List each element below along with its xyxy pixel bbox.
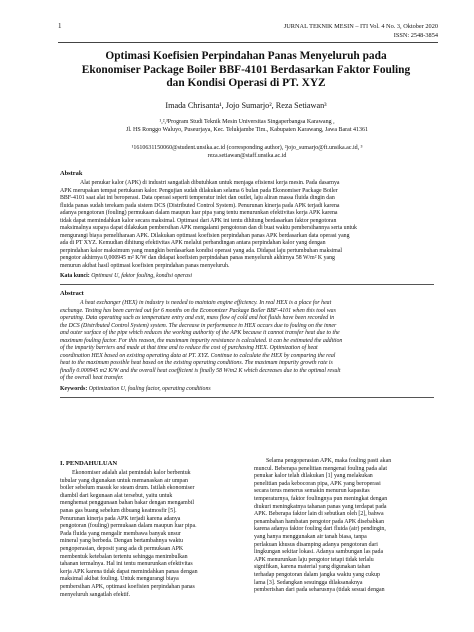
abstract-divider bbox=[60, 284, 434, 285]
right-column bbox=[254, 458, 434, 595]
keywords bbox=[60, 386, 434, 394]
title-line: dan Kondisi Operasi di PT. XYZ bbox=[166, 77, 326, 89]
abstrak-line: ada di PT XYZ. Kemudian dihitung efektivitas APK melalui perbandingan antara perpindahan kalor yang dengan bbox=[60, 240, 326, 247]
body-line: perlakuan khusus disamping adanya pengotoran dari bbox=[254, 541, 378, 548]
abstrak-line: maksimalnya supaya dapat dilakukan pembersihan APK mengalami pengotoran dan di buat waktu pembersihannya serta untuk bbox=[60, 225, 357, 232]
body-line: pemberishan dari pada seharusnya (tidak sesuai dengan bbox=[254, 587, 385, 594]
abstrak-body bbox=[60, 180, 434, 271]
body-line: pembersihan APK, optimasi koefisien perpindahan panas bbox=[60, 583, 195, 590]
body-line: tubular yang digunakan untuk memanaskan air umpan bbox=[60, 477, 188, 484]
affiliation-line: ¹,²,³Program Studi Teknik Mesin Universitas Singaperbangsa Karawang , bbox=[159, 119, 335, 125]
body-line: boiler sebelum masuk ke steam drum. Istilah ekonomiser bbox=[60, 485, 195, 492]
body-line: APK. Beberapa faktor lain di sebutkan oleh [2], bahwa bbox=[254, 511, 384, 518]
abstract-line: of the impurity barriers and made at that time and to reduce the cost of purchasing HEX. Optimization of heat bbox=[60, 345, 318, 352]
body-line: Penurunan kinerja pada APK terjadi karena adanya bbox=[60, 515, 181, 522]
section-divider bbox=[60, 397, 434, 398]
header-rule bbox=[58, 42, 438, 43]
title-line: Ekonomiser Package Boiler BBF-4101 Berdasarkan Faktor Fouling bbox=[81, 63, 411, 76]
abstrak-line: APK merupakan tempat pertukaran kalor. Pengujian sudah dilakukan selama 6 bulan pada Ekonomiser Package Boiler bbox=[60, 187, 338, 194]
abstrak-line: Alat penukar kalor (APK) di industri sangatlah dibutuhkan untuk menjaga efisiensi kerja mesin. Pada dasarnya bbox=[80, 180, 340, 186]
body-line: penukar kalor telah dilakukan [1] yang melakukan bbox=[254, 473, 373, 480]
body-line: tahanan termalnya. Hal ini tentu menurunkan efektivitas bbox=[60, 561, 193, 568]
kata-kunci-label: Kata kunci: bbox=[60, 273, 90, 279]
body-line: APK menurunkan laju pengotor tetapi tidak terlalu bbox=[254, 556, 374, 563]
body-line: karena adanya faktor fouling dari fluida (air) pendingin, bbox=[254, 526, 386, 533]
abstract-line: finally 0.000945 m2 K/W and the overall heat coefficient is finally 58 W/m2 K which decreases due to the optimal result bbox=[60, 367, 341, 374]
author-list: Imada Chrisanta¹, Jojo Sumarjo², Reza Setiawan³ bbox=[165, 101, 327, 110]
abstract-line: A heat exchanger (HEX) in industry is needed to maintain engine efficiency. In real HEX is a place for heat bbox=[80, 300, 332, 306]
paper-title bbox=[52, 50, 440, 91]
title-line: Optimasi Koefisien Perpindahan Panas Menyeluruh pada bbox=[105, 50, 387, 62]
abstrak-line: perpindahan kalor maksimum yang mungkin berdasarkan kondisi operasi yang ada. Didapat laju pertumbuhan maksimal bbox=[60, 247, 343, 254]
body-line: Pada fluida yang mengalir membawa banyak unsur bbox=[60, 530, 181, 537]
abstract-line: heat to the maximum possible heat based on the existing operating conditions. The maximum impurity growth rate is bbox=[60, 360, 333, 367]
body-line: menyeluruh sangatlah efektif. bbox=[60, 591, 131, 598]
abstrak-line: tidak dapat memindahkan kalor secara maksimal. Optimasi dari APK ini tentu dihitung berdasarkan faktor pengotoran bbox=[60, 217, 337, 224]
body-line: signifikan, karena material yang digunakan tahan bbox=[254, 564, 371, 571]
body-line: yang hanya menggunakan air tanah biasa, tanpa bbox=[254, 533, 367, 540]
abstrak-line: menurun akibat hasil optimasi koefisien perpindahan panas menyeluruh. bbox=[60, 263, 230, 270]
body-line: temperaturnya, faktor foulingnya pun meningkat dengan bbox=[254, 495, 388, 502]
abstrak-line: fluida panas sudah terekam pada sistem DCS (Distributed Control System). Penurunan kinerja pada APK terjadi karena bbox=[60, 202, 340, 209]
body-line: diambil dari kegunaan alat tersebut, yaitu untuk bbox=[60, 492, 173, 499]
page-number: 1 bbox=[58, 22, 62, 30]
abstract-line: maximum fouling factor. For this reason, the maximum impurity resistance is calculated. it can be estimated the addition bbox=[60, 337, 343, 344]
running-header bbox=[58, 22, 438, 44]
affiliation bbox=[60, 118, 434, 134]
abstract-line: and outer surface of the pipe which reduces the working authority of the APK because it cannot transfer heat due to the bbox=[60, 330, 340, 337]
body-line: muncul. Beberapa penelitian mengenai fouling pada alat bbox=[254, 465, 387, 472]
body-line: menghemat penggunaan bahan bakar dengan mengambil bbox=[60, 500, 194, 507]
issn: ISSN: 2548-3854 bbox=[393, 32, 438, 39]
affiliation-line: Jl. HS Ronggo Waluyo, Puseurjaya, Kec. Telukjambe Tim., Kabupaten Karawang, Jawa Barat 41361 bbox=[125, 127, 368, 133]
body-line: maksimal akibat fouling. Untuk mengurangi biaya bbox=[60, 576, 179, 583]
keywords-values: Optimization U, fouling factor, operating conditions bbox=[88, 386, 211, 392]
body-line: kerja APK karena tidak dapat memindahkan panas dengan bbox=[60, 568, 198, 575]
section-heading: I. PENDAHULUAN bbox=[60, 460, 118, 467]
body-line: pengotoran (fouling) permukaan dalam maupun luar pipa. bbox=[60, 523, 197, 530]
abstract-body bbox=[60, 300, 434, 383]
email-line: ¹1610631150060@student.unsika.ac.id (corresponding author), ²jojo_sumarjo@ft.unsika.ac.id, ³ bbox=[131, 145, 363, 151]
journal-name: JURNAL TEKNIK MESIN – ITI Vol. 4 No. 3, Oktober 2020 bbox=[283, 23, 438, 30]
abstract-heading: Abstract bbox=[60, 290, 84, 297]
abstract-line: coordination HEX based on existing operating data at PT. XYZ. Continue to calculate the HEX by comparing the real bbox=[60, 352, 336, 359]
body-line: Selama pengoperasian APK, maka fouling pasti akan bbox=[266, 458, 392, 464]
body-line: terhadap pengotoran dalam jangka waktu yang cukup bbox=[254, 571, 380, 578]
abstrak-line: adanya pengotoran (fouling) permukaan dalam maupun luar pipa yang tentu menurunkan efektivitas kerja APK karena bbox=[60, 210, 338, 217]
body-line: penelitian pada kebocoran pipa, APK yang beroperasi bbox=[254, 480, 381, 487]
author-emails bbox=[60, 144, 434, 160]
body-line: lingkungan sekitar lokasi. Adanya sambungan las pada bbox=[254, 549, 384, 556]
body-line: lama [3]. Sedangkan sesuingga dilaksanaknya bbox=[254, 579, 363, 586]
kata-kunci bbox=[60, 273, 434, 281]
body-line: pengoperasian, deposit yang ada di permukaan APK bbox=[60, 545, 184, 552]
body-line: diukuri meningkatnya tahanan panas yang terdapat pada bbox=[254, 503, 387, 510]
journal-info bbox=[284, 22, 438, 40]
abstrak-line: BBF-4101 saat alat ini beroperasi. Data operasi seperti temperatur inlet dan outlet, laju aliran massa fluida dingin dan bbox=[60, 195, 335, 202]
body-line: mineral yang berbeda. Dengan bertambahnya waktu bbox=[60, 538, 183, 545]
email-line: reza.setiawan@staff.unsika.ac.id bbox=[207, 153, 287, 159]
abstrak-line: mengurangi biaya pemeliharaan APK. Dilakukan optimasi koefisien perpindahan panas APK berdasarkan data operasi yang bbox=[60, 232, 350, 239]
abstract-line: exchange. Testing has been carried out for 6 months on the Economizer Package Boiler BBF-4101 when this tool was bbox=[60, 307, 336, 314]
body-line: Ekonomiser adalah alat pemindah kalor berbentuk bbox=[72, 470, 191, 476]
kata-kunci-values: Optimasi U, faktor fouling, kondisi operasi bbox=[91, 273, 192, 279]
left-column bbox=[60, 470, 238, 599]
abstrak-heading: Abstrak bbox=[60, 170, 83, 177]
abstrak-line: pengotor akhirnya 0,000945 m² K/W dan didapat koefisien perpindahan panas menyeluruh akhirnya 58 W/m² K yang bbox=[60, 255, 335, 262]
abstract-line: operating. Data operating such as temperature entry and exit, mass flow of cold and hot fluids have been recorded in bbox=[60, 315, 335, 322]
abstract-line: the DCS (Distributed Control System) system. The decrease in performance in HEX occurs due to fouling on the inner bbox=[60, 322, 337, 329]
body-line: secara terus menerus semakin menurun kapasitas bbox=[254, 488, 370, 495]
body-line: membentuk ketebalan tertentu sehingga menimbulkan bbox=[60, 553, 188, 560]
keywords-label: Keywords: bbox=[60, 386, 88, 392]
body-line: penambahan hambatan pengotor pada APK disebabkan bbox=[254, 518, 385, 525]
abstract-line: of the overall heat transfer. bbox=[60, 375, 124, 382]
body-line: panas gas buang sebelum dibuang keatmosfir [5]. bbox=[60, 507, 177, 514]
